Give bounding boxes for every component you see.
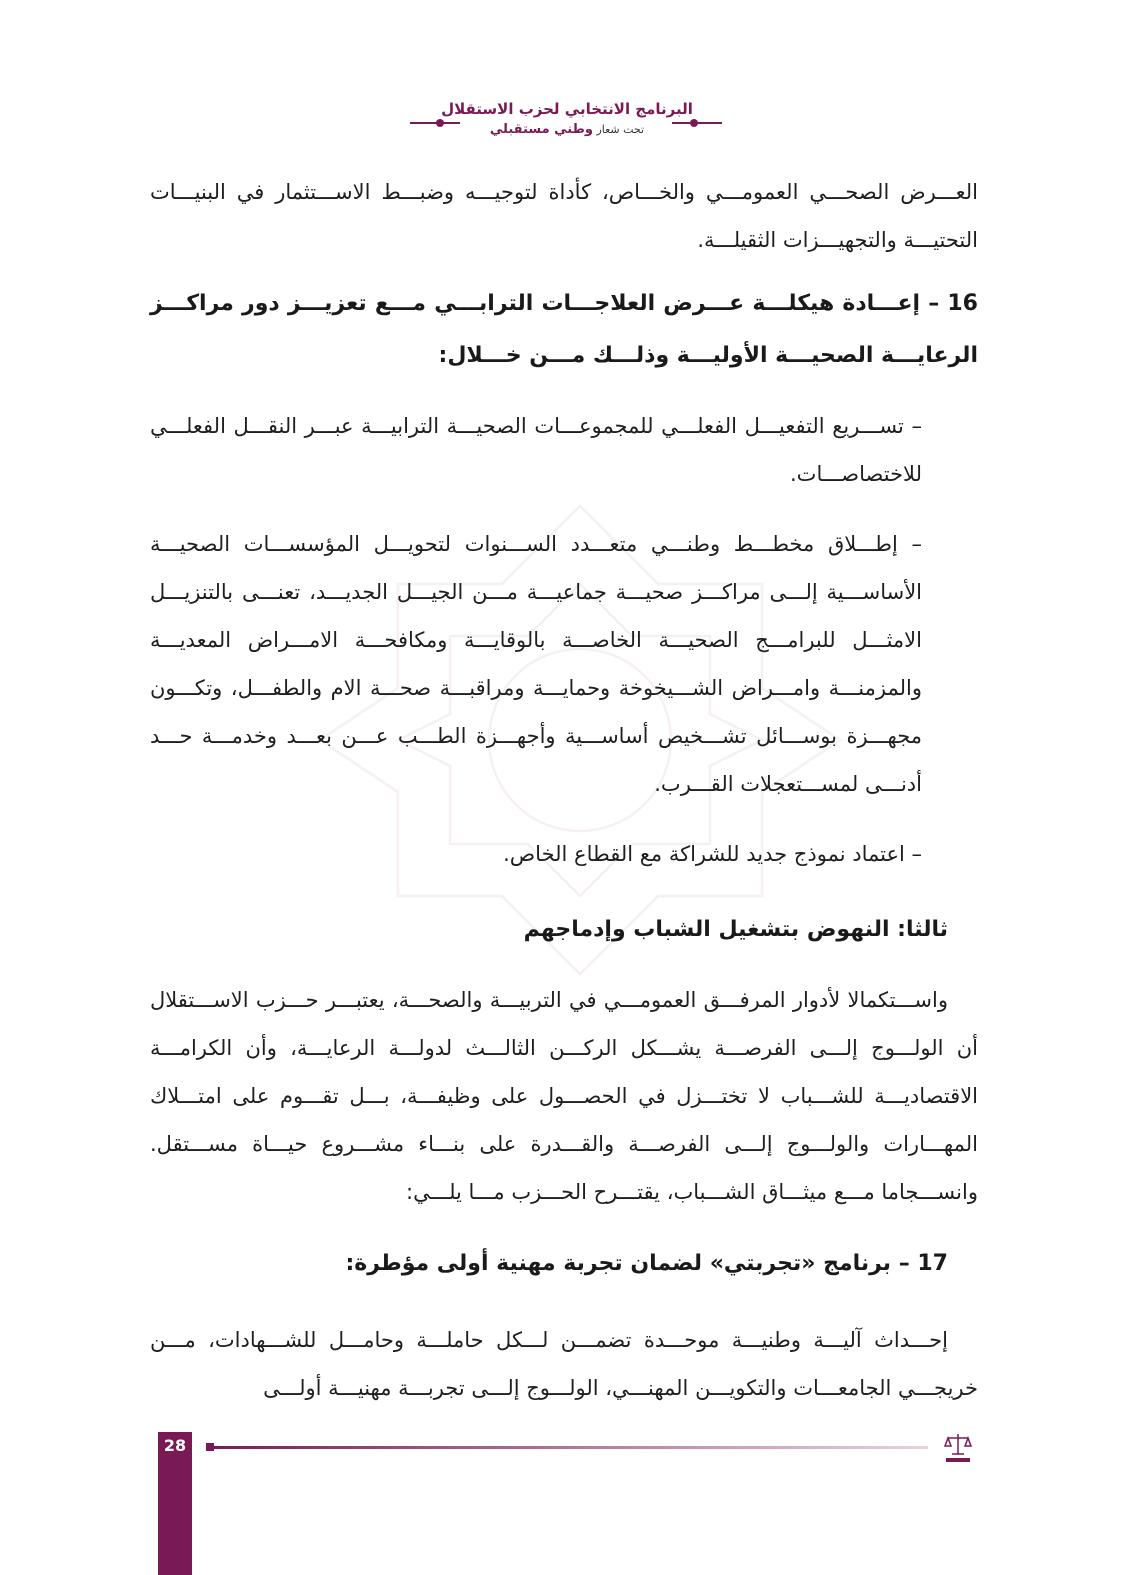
heading-item-17: 17 – برنامج «تجربتي» لضمان تجربة مهنية أولى مؤطرة:: [345, 1251, 948, 1276]
footer-rule: [210, 1446, 928, 1449]
heading-section-three: ثالثا: النهوض بتشغيل الشباب وإدماجهم: [523, 917, 948, 942]
header-subtitle: [0, 122, 1134, 137]
section-three: [150, 904, 978, 956]
bullet-item-3: – اعتماد نموذج جديد للشراكة مع القطاع الخاص.: [503, 842, 922, 866]
section-17: [150, 1238, 978, 1290]
bullet-item-2: – إطـــلاق مخطـــط وطنـــي متعـــدد الســـنوات لتحويـــل المؤسســـات الصحيـــة الأساســـية إلـــى مراكـــز صحيـــة جماعيـــة مـــن الجيـــل الجديـــد، تعنـــى بالتنزيـــل الامثـــل للبرامـــج الصحيـــة الخاصـــة بالوقايـــة ومكافحـــة الامـــراض المعديـــة والمزمنـــة وامـــراض الشـــيخوخة وحمايـــة ومراقبـــة صحـــة الام والطفـــل، وتكـــون مجهـــزة بوســـائل تشـــخيص أساســـية وأجهـــزة الطـــب عـــن بعـــد وخدمـــة حـــد أدنـــى لمســـتعجلات القـــرب.: [150, 532, 922, 796]
bullet-list: [150, 402, 922, 878]
heading-item-16: 16 – إعـــادة هيكلـــة عـــرض العلاجـــات الترابـــي مـــع تعزيـــز دور مراكـــز الرعايـــة الصحيـــة الأوليـــة وذلـــك مـــن خـــلال:: [150, 291, 978, 368]
header-title: البرنامج الانتخابي لحزب الاستقلال: [441, 100, 693, 118]
paragraph-youth: واســـتكمالا لأدوار المرفـــق العمومـــي في التربيـــة والصحـــة، يعتبـــر حـــزب الاســـتقلال أن الولـــوج إلـــى الفرصـــة يشـــكل الركـــن الثالـــث لدولـــة الرعايـــة، وأن الكرامـــة الاقتصاديـــة للشـــباب لا تختـــزل في الحصـــول على وظيفـــة، بـــل تقـــوم على امتـــلاك المهـــارات والولـــوج إلـــى الفرصـــة والقـــدرة على بنـــاء مشـــروع حيـــاة مســـتقل. وانســـجاما مـــع ميثـــاق الشـــباب، يقتـــرح الحـــزب مـــا يلـــي:: [150, 988, 978, 1204]
page-header: [0, 92, 1134, 142]
bullet-item-1: – تســـريع التفعيـــل الفعلـــي للمجموعـــات الصحيـــة الترابيـــة عبـــر النقـــل الفعلـــي للاختصاصـــات.: [150, 414, 922, 486]
paragraph-intro: العـــرض الصحـــي العمومـــي والخـــاص، كأداة لتوجيـــه وضبـــط الاســـتثمار في البنيـــات التحتيـــة والتجهيـــزات الثقيلـــة.: [150, 180, 978, 252]
section-intro: [150, 168, 978, 264]
header-sub-prefix: تحت شعار: [596, 123, 645, 136]
section-17-body: [150, 1316, 978, 1412]
page-number: 28: [163, 1436, 187, 1455]
scales-logo-icon: [942, 1430, 974, 1466]
header-slogan: وطني مستقبلي: [489, 122, 593, 137]
paragraph-item-17: إحـــداث آليـــة وطنيـــة موحـــدة تضمـــن لـــكل حاملـــة وحامـــل للشـــهادات، مـــن خريجـــي الجامعـــات والتكويـــن المهنـــي، الولـــوج إلـــى تجربـــة مهنيـــة أولـــى: [150, 1328, 978, 1400]
section-16: [150, 278, 978, 382]
section-youth: [150, 976, 978, 1216]
